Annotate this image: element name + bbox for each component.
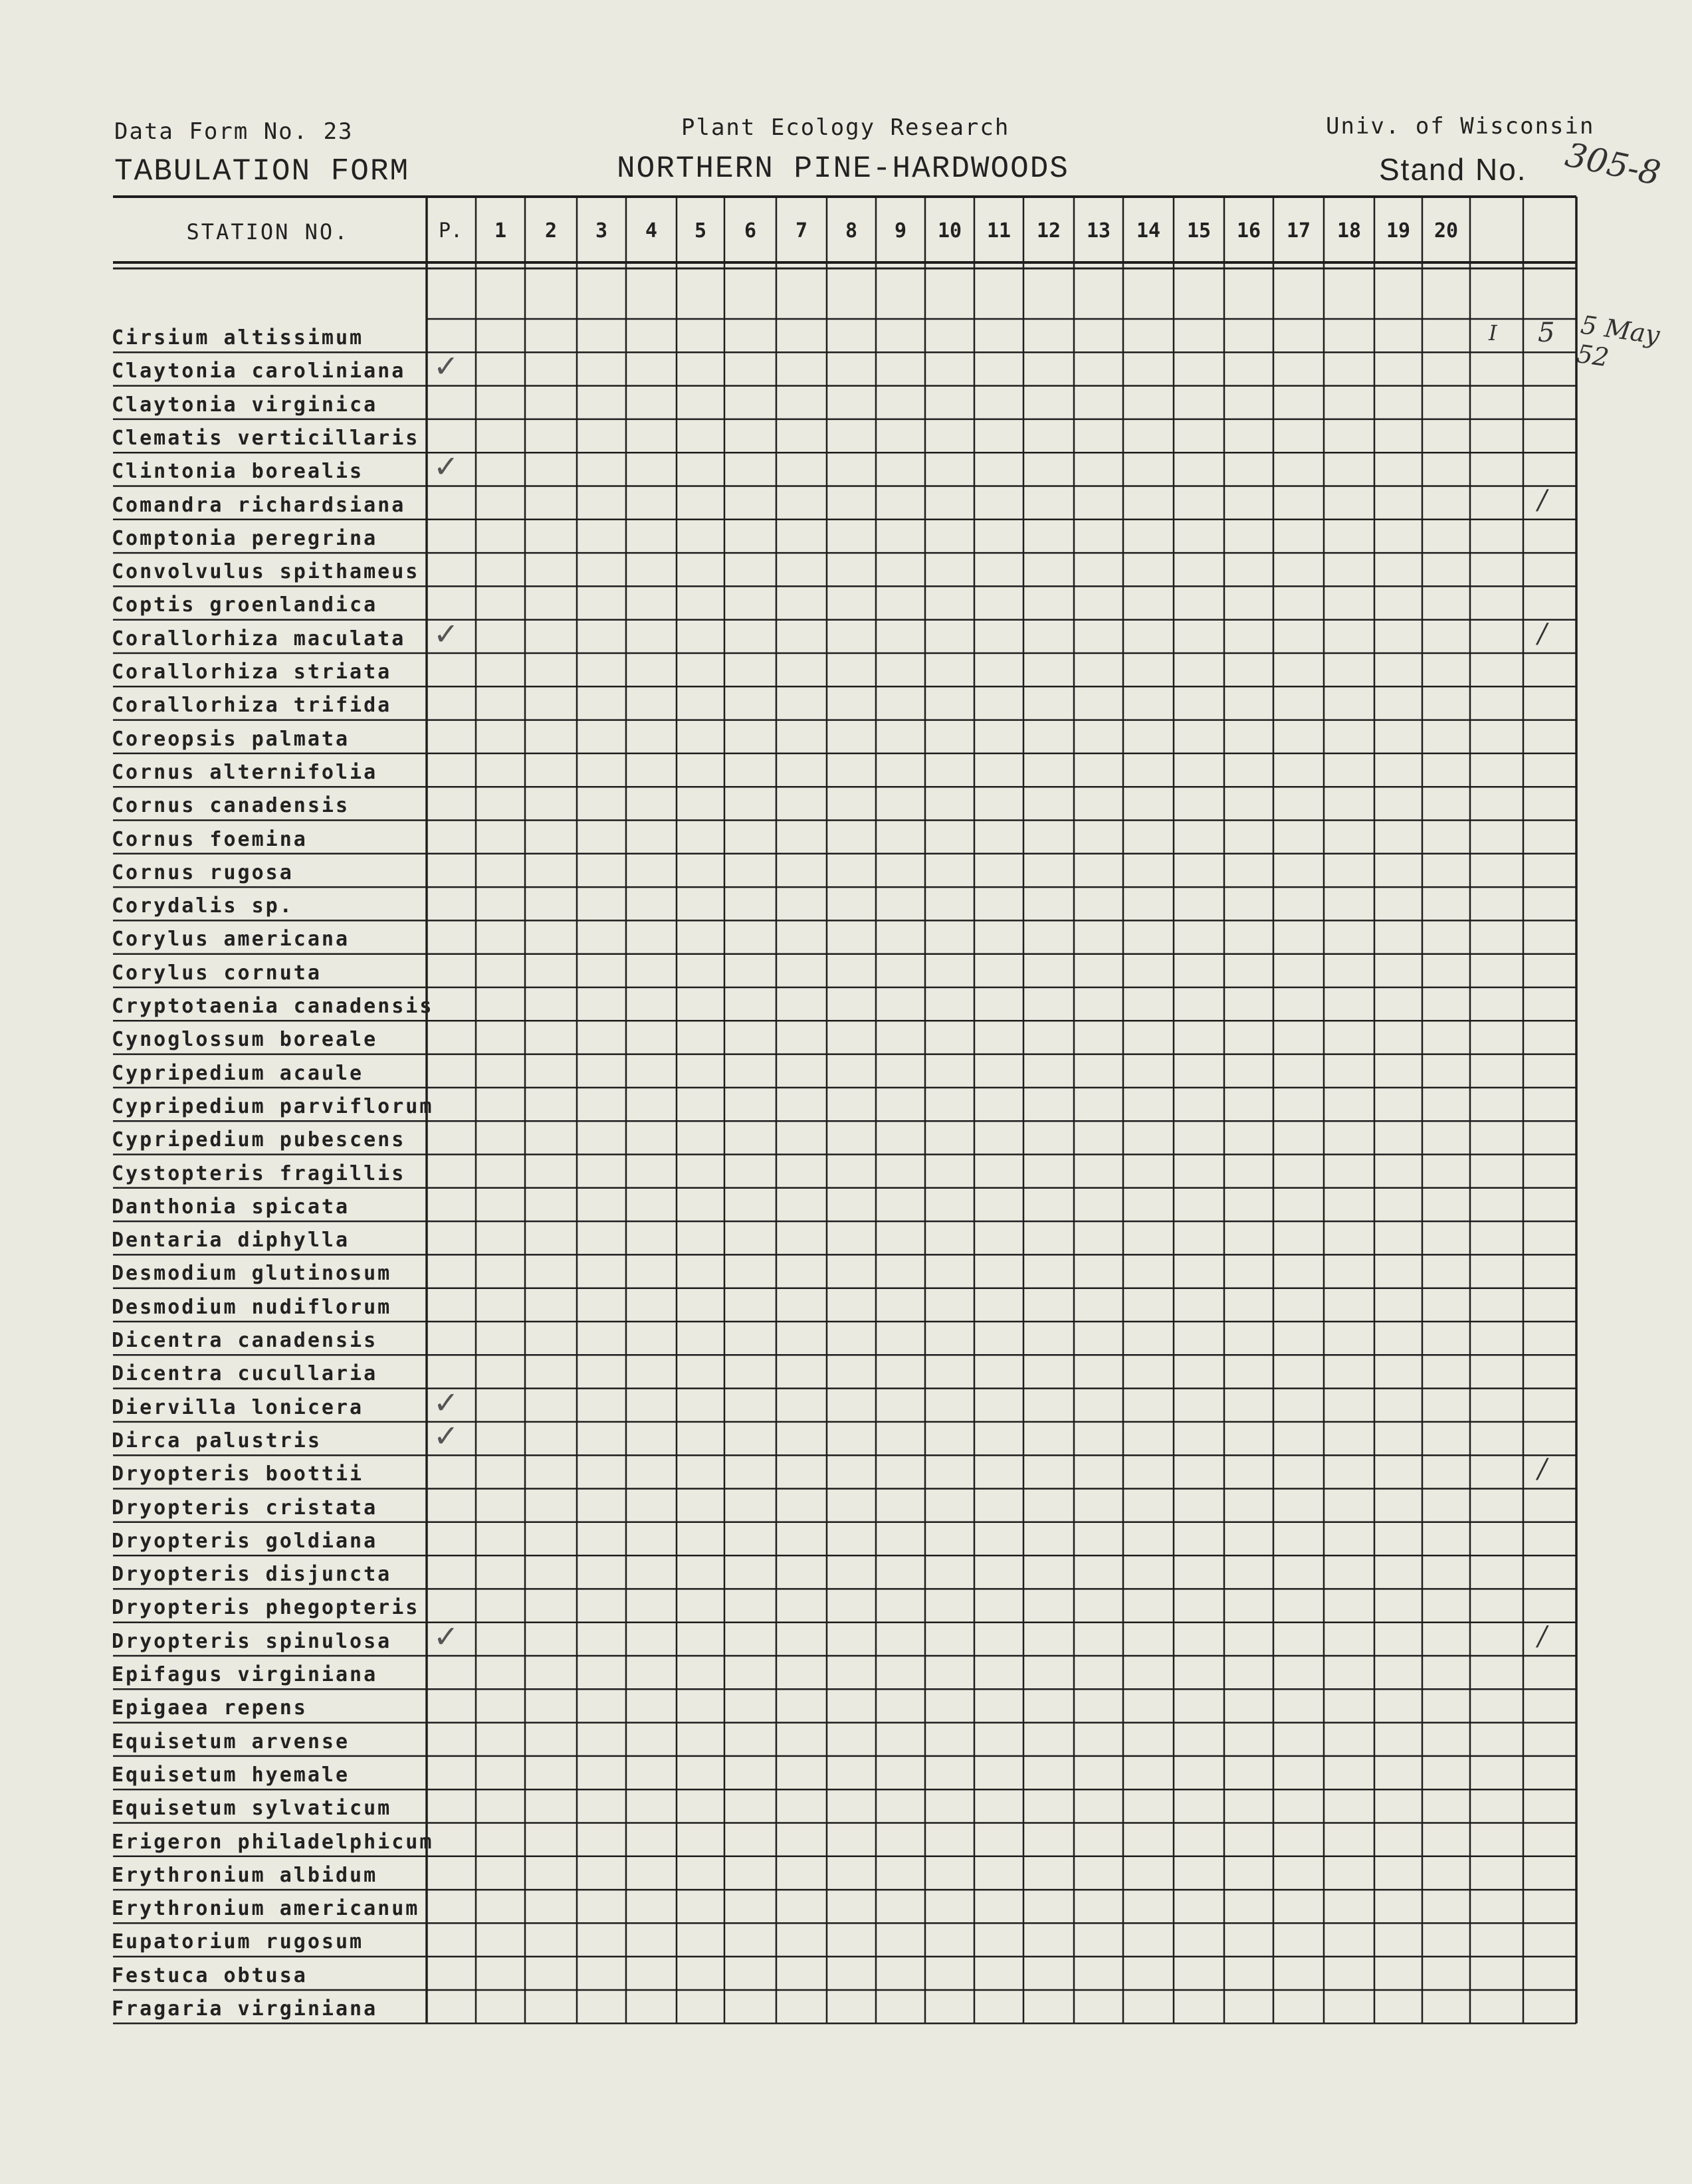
station-number-header-8: 8 <box>845 219 858 243</box>
station-number-header-16: 16 <box>1236 219 1261 243</box>
station-number-header-6: 6 <box>744 219 757 243</box>
species-name: Dryopteris disjuncta <box>112 1563 392 1587</box>
species-name: Claytonia virginica <box>112 393 378 417</box>
species-name: Fragaria virginiana <box>112 1997 378 2021</box>
station-number-header-11: 11 <box>986 219 1011 243</box>
station-number-header: STATION NO. <box>186 219 350 245</box>
species-name: Clematis verticillaris <box>112 426 420 450</box>
stand-number-handwritten: 305-8 <box>1562 135 1664 193</box>
station-number-header-15: 15 <box>1186 219 1212 243</box>
species-name: Erigeron philadelphicum <box>112 1830 434 1854</box>
species-name: Cryptotaenia canadensis <box>112 995 434 1018</box>
species-name: Corylus americana <box>112 928 350 951</box>
station-number-header-7: 7 <box>795 219 808 243</box>
station-number-header-12: 12 <box>1036 219 1061 243</box>
species-name: Erythronium americanum <box>112 1897 420 1921</box>
species-name: Eupatorium rugosum <box>112 1930 364 1954</box>
species-name: Danthonia spicata <box>112 1195 350 1219</box>
species-name: Corydalis sp. <box>112 894 294 918</box>
species-name: Coreopsis palmata <box>112 727 350 751</box>
extra-column-1-mark: I <box>1489 320 1497 346</box>
species-name: Claytonia caroliniana <box>112 359 406 383</box>
species-name: Corylus cornuta <box>112 961 322 985</box>
species-name: Dentaria diphylla <box>112 1229 350 1252</box>
extra-column-2-mark: / <box>1538 484 1547 516</box>
station-number-header-18: 18 <box>1336 219 1362 243</box>
station-number-header-9: 9 <box>894 219 907 243</box>
species-name: Cypripedium pubescens <box>112 1128 406 1152</box>
presence-check-mark: ✓ <box>433 615 459 652</box>
species-name: Cirsium altissimum <box>112 326 364 349</box>
species-name: Dryopteris cristata <box>112 1496 378 1520</box>
species-name: Dryopteris phegopteris <box>112 1596 420 1620</box>
extra-column-2-mark: / <box>1538 1454 1547 1485</box>
species-name: Dryopteris goldiana <box>112 1529 378 1553</box>
species-name: Cystopteris fragillis <box>112 1161 406 1185</box>
species-name: Festuca obtusa <box>112 1963 308 1987</box>
species-name: Comptonia peregrina <box>112 526 378 550</box>
institution-name: Univ. of Wisconsin <box>1326 113 1595 140</box>
species-name: Equisetum sylvaticum <box>112 1797 392 1821</box>
species-name: Coptis groenlandica <box>112 593 378 617</box>
station-number-header-10: 10 <box>937 219 962 243</box>
species-name: Cornus rugosa <box>112 860 294 884</box>
program-name: Plant Ecology Research <box>681 114 1010 141</box>
species-name: Erythronium albidum <box>112 1863 378 1887</box>
form-title: TABULATION FORM <box>114 154 410 189</box>
station-number-header-5: 5 <box>694 219 707 243</box>
presence-check-mark: ✓ <box>433 1384 459 1421</box>
species-name: Equisetum arvense <box>112 1730 350 1753</box>
species-name: Comandra richardsiana <box>112 493 406 517</box>
species-name: Epigaea repens <box>112 1696 308 1720</box>
presence-check-mark: ✓ <box>433 448 459 485</box>
station-number-header-4: 4 <box>645 219 658 243</box>
species-name: Cornus alternifolia <box>112 760 378 784</box>
station-number-header-3: 3 <box>595 219 608 243</box>
station-number-header-19: 19 <box>1386 219 1411 243</box>
species-name: Corallorhiza maculata <box>112 627 406 650</box>
station-number-header-14: 14 <box>1136 219 1161 243</box>
station-number-header-13: 13 <box>1086 219 1111 243</box>
station-number-header-1: 1 <box>494 219 507 243</box>
species-name: Equisetum hyemale <box>112 1763 350 1787</box>
station-number-header-2: 2 <box>544 219 558 243</box>
species-name: Dicentra canadensis <box>112 1329 378 1352</box>
species-name: Desmodium glutinosum <box>112 1262 392 1286</box>
station-number-header-20: 20 <box>1433 219 1459 243</box>
species-name: Cypripedium parviflorum <box>112 1094 434 1118</box>
extra-column-2-mark: / <box>1538 618 1547 649</box>
presence-check-mark: ✓ <box>433 348 459 385</box>
extra-column-2-mark: 5 <box>1538 318 1555 348</box>
species-name: Convolvulus spithameus <box>112 560 420 584</box>
presence-check-mark: ✓ <box>433 1417 459 1454</box>
species-name: Epifagus virginiana <box>112 1663 378 1686</box>
species-name: Dicentra cucullaria <box>112 1362 378 1386</box>
species-name: Desmodium nudiflorum <box>112 1295 392 1319</box>
species-name: Cornus canadensis <box>112 794 350 818</box>
species-name: Corallorhiza trifida <box>112 694 392 718</box>
presence-check-mark: ✓ <box>433 1618 459 1654</box>
species-name: Dryopteris boottii <box>112 1462 364 1486</box>
species-name: Diervilla lonicera <box>112 1395 364 1419</box>
species-name: Cypripedium acaule <box>112 1061 364 1085</box>
extra-column-2-mark: / <box>1538 1621 1547 1652</box>
species-name: Clintonia borealis <box>112 460 364 484</box>
p-column-header: P. <box>438 219 463 243</box>
species-name: Corallorhiza striata <box>112 660 392 684</box>
date-note-handwritten: 5 May 52 <box>1574 310 1662 373</box>
form-number: Data Form No. 23 <box>114 118 354 145</box>
species-name: Dirca palustris <box>112 1429 322 1452</box>
species-name: Cynoglossum boreale <box>112 1028 378 1052</box>
stand-label: Stand No. <box>1379 152 1527 187</box>
community-title: NORTHERN PINE-HARDWOODS <box>617 151 1069 186</box>
species-name: Cornus foemina <box>112 827 308 851</box>
station-number-header-17: 17 <box>1286 219 1311 243</box>
species-name: Dryopteris spinulosa <box>112 1629 392 1653</box>
